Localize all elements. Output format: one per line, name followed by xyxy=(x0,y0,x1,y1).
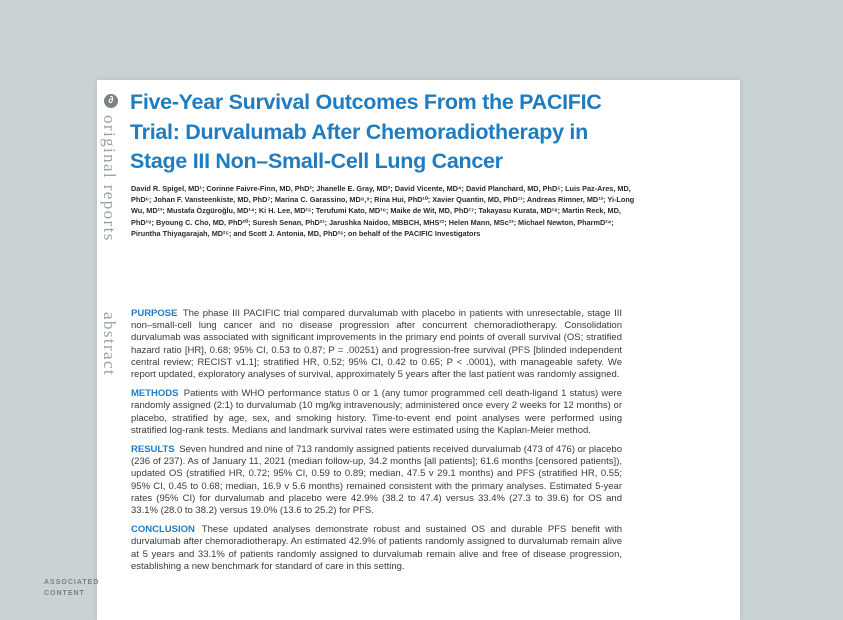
associated-content-label: ASSOCIATED CONTENT xyxy=(44,579,100,597)
abstract-purpose xyxy=(131,308,622,381)
results-text: Seven hundred and nine of 713 randomly assigned patients received durvalumab (473 of 476) or placebo (236 of 237). As of January 11, 2021 (median follow-up, 34.2 months [all patients]; 61.6 months [censored patients]), updated OS (stratified HR, 0.72; 95% CI, 0.59 to 0.89; median, 47.5 v 29.1 months) and PFS (stratified HR, 0.55; 95% CI, 0.45 to 0.68; median, 16.9 v 5.6 months) remained consistent with the primary analyses. Estimated 5-year rates (95% CI) for durvalumab and placebo were 42.9% (38.2 to 47.4) versus 33.4% (27.3 to 39.6) for OS and 33.1% (28.0 to 38.2) versus 19.0% (13.6 to 25.2) for PFS. xyxy=(131,444,622,517)
purpose-text: The phase III PACIFIC trial compared durvalumab with placebo in patients with unresectable, stage III non–small-cell lung cancer and no disease progression after concurrent chemoradiotherapy. Consolidation durvalumab was associated with significant improvements in the primary end points of overall survival (OS; stratified hazard ratio [HR], 0.68; 95% CI, 0.53 to 0.87; P = .00251) and progression-free survival (PFS [blinded independent central review; RECIST v1.1]; stratified HR, 0.52; 95% CI, 0.42 to 0.65; P < .0001), with manageable safety. We report updated, exploratory analyses of survival, approximately 5 years after the last patient was randomly assigned. xyxy=(131,308,623,381)
article-title: Five-Year Survival Outcomes From the PACIFIC Trial: Durvalumab After Chemoradiotherapy in Stage III Non–Small-Cell Lung Cancer xyxy=(130,90,602,173)
abstract-results xyxy=(131,444,622,517)
section-label-original-reports: original reports xyxy=(100,115,119,242)
section-label-abstract: abstract xyxy=(100,312,119,377)
author-list: David R. Spigel, MD¹; Corinne Faivre-Finn, MD, PhD²; Jhanelle E. Gray, MD³; David Vicente, MD⁴; David Planchard, MD, PhD⁵; Luis Paz-Ares, MD, PhD⁶; Johan F. Vansteenkiste, MD, PhD⁷; Marina C. Garassino, MD⁸,⁹; Rina Hui, PhD¹⁰; Xavier Quantin, MD, PhD¹¹; Andreas Rimner, MD¹²; Yi-Long Wu, MD¹³; Mustafa Özgüroğlu, MD¹⁴; Ki H. Lee, MD¹⁵; Terufumi Kato, MD¹⁶; Maike de Wit, MD, PhD¹⁷; Takayasu Kurata, MD¹⁸; Martin Reck, MD, PhD¹⁹; Byoung C. Cho, MD, PhD²⁰; Suresh Senan, PhD²¹; Jarushka Naidoo, MBBCH, MHS²²; Helen Mann, MSc²³; Michael Newton, PharmD²⁴; Piruntha Thiyagarajah, MD²⁵; and Scott J. Antonia, MD, PhD²⁶; on behalf of the PACIFIC Investigators xyxy=(131,184,635,238)
conclusion-heading: CONCLUSION xyxy=(131,524,195,536)
abstract-conclusion xyxy=(131,524,622,573)
conclusion-text: These updated analyses demonstrate robust and sustained OS and durable PFS benefit with durvalumab after chemoradiotherapy. An estimated 42.9% of patients randomly assigned to durvalumab remain alive at 5 years and 33.1% of patients randomly assigned to durvalumab remain alive and free of disease progression, establishing a new benchmark for standard of care in this setting. xyxy=(131,524,622,572)
abstract-body xyxy=(131,308,622,580)
abstract-methods xyxy=(131,388,622,437)
methods-text: Patients with WHO performance status 0 or 1 (any tumor programmed cell death-ligand 1 status) were randomly assigned (2:1) to durvalumab (10 mg/kg intravenously; administered once every 2 weeks for 12 months) or placebo, stratified by age, sex, and smoking history. Time-to-event end point analyses were performed using stratified log-rank tests. Medians and landmark survival rates were estimated using the Kaplan-Meier method. xyxy=(131,388,622,436)
open-access-icon: ∂ xyxy=(104,94,118,108)
purpose-heading: PURPOSE xyxy=(131,308,178,319)
results-heading: RESULTS xyxy=(131,444,175,456)
methods-heading: METHODS xyxy=(131,388,179,400)
